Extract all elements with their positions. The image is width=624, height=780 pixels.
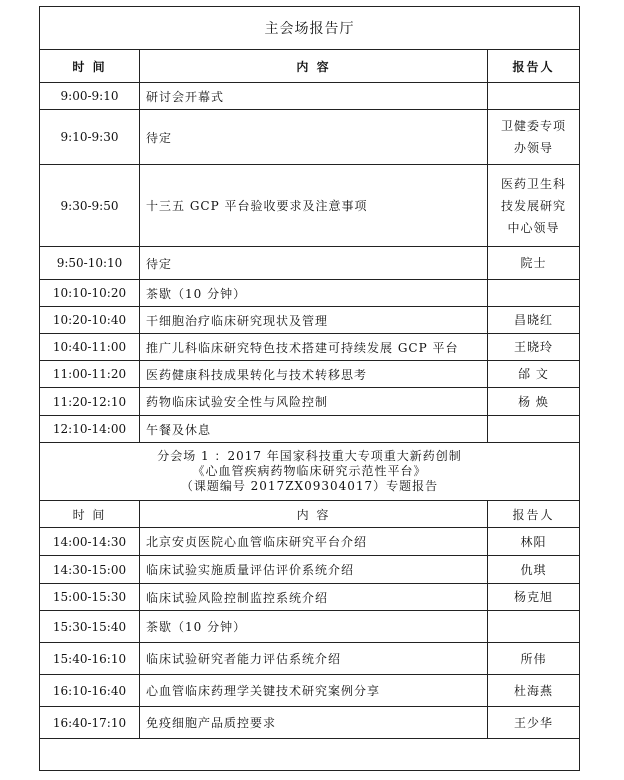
header-content: 内 容	[140, 501, 488, 528]
row-time: 16:10-16:40	[40, 675, 140, 707]
row-speaker	[488, 416, 580, 443]
header-time: 时 间	[40, 501, 140, 528]
row-time: 14:30-15:00	[40, 556, 140, 584]
row-speaker: 杜海燕	[488, 675, 580, 707]
sub-venue-title-row	[40, 443, 580, 501]
row-time: 10:40-11:00	[40, 334, 140, 361]
sub-title-line-3: （课题编号 2017ZX09304017）专题报告	[180, 479, 439, 493]
table-row	[40, 675, 580, 707]
row-content: 十三五 GCP 平台验收要求及注意事项	[140, 165, 488, 247]
row-speaker: 邰 文	[488, 361, 580, 388]
row-time: 10:20-10:40	[40, 307, 140, 334]
row-time: 11:00-11:20	[40, 361, 140, 388]
table-row	[40, 165, 580, 247]
row-speaker: 仇琪	[488, 556, 580, 584]
row-speaker: 林阳	[488, 528, 580, 556]
row-time: 15:30-15:40	[40, 611, 140, 643]
row-speaker	[488, 280, 580, 307]
table-row	[40, 643, 580, 675]
row-time: 15:00-15:30	[40, 584, 140, 611]
row-content: 茶歇（10 分钟）	[140, 611, 488, 643]
main-hall-title-row	[40, 7, 580, 50]
table-row	[40, 388, 580, 416]
row-speaker	[488, 83, 580, 110]
header-content: 内 容	[140, 50, 488, 83]
sub-title-line-1: 分会场 1 ：2017 年国家科技重大专项重大新药创制	[157, 449, 462, 463]
row-speaker: 院士	[488, 247, 580, 280]
row-speaker: 昌晓红	[488, 307, 580, 334]
table-row	[40, 361, 580, 388]
row-content: 免疫细胞产品质控要求	[140, 707, 488, 739]
table-row	[40, 528, 580, 556]
table-row	[40, 416, 580, 443]
row-speaker: 王晓玲	[488, 334, 580, 361]
row-speaker: 卫健委专项办领导	[488, 110, 580, 165]
row-time: 9:50-10:10	[40, 247, 140, 280]
row-content: 茶歇（10 分钟）	[140, 280, 488, 307]
empty-row	[40, 739, 580, 771]
row-speaker: 王少华	[488, 707, 580, 739]
row-time: 15:40-16:10	[40, 643, 140, 675]
table-row	[40, 83, 580, 110]
header-speaker: 报告人	[488, 501, 580, 528]
row-content: 临床试验研究者能力评估系统介绍	[140, 643, 488, 675]
table-row	[40, 280, 580, 307]
row-speaker: 所伟	[488, 643, 580, 675]
row-speaker	[488, 611, 580, 643]
table-row	[40, 307, 580, 334]
table-row	[40, 556, 580, 584]
row-content: 北京安贞医院心血管临床研究平台介绍	[140, 528, 488, 556]
table-row	[40, 584, 580, 611]
row-content: 研讨会开幕式	[140, 83, 488, 110]
sub-venue-title	[40, 443, 580, 501]
main-hall-title: 主会场报告厅	[40, 7, 580, 50]
table-row	[40, 247, 580, 280]
table-row	[40, 707, 580, 739]
row-speaker: 医药卫生科技发展研究中心领导	[488, 165, 580, 247]
row-time: 10:10-10:20	[40, 280, 140, 307]
row-content: 待定	[140, 247, 488, 280]
row-content: 干细胞治疗临床研究现状及管理	[140, 307, 488, 334]
table-row	[40, 334, 580, 361]
empty-cell	[40, 739, 580, 771]
row-time: 16:40-17:10	[40, 707, 140, 739]
row-content: 心血管临床药理学关键技术研究案例分享	[140, 675, 488, 707]
sub-header-row	[40, 501, 580, 528]
row-content: 推广儿科临床研究特色技术搭建可持续发展 GCP 平台	[140, 334, 488, 361]
sub-title-line-2: 《心血管疾病药物临床研究示范性平台》	[192, 464, 427, 478]
table-row	[40, 611, 580, 643]
row-time: 9:10-9:30	[40, 110, 140, 165]
table-row	[40, 110, 580, 165]
row-content: 临床试验实施质量评估评价系统介绍	[140, 556, 488, 584]
row-time: 14:00-14:30	[40, 528, 140, 556]
row-content: 医药健康科技成果转化与技术转移思考	[140, 361, 488, 388]
row-content: 药物临床试验安全性与风险控制	[140, 388, 488, 416]
row-time: 12:10-14:00	[40, 416, 140, 443]
schedule-table	[39, 6, 580, 771]
main-header-row	[40, 50, 580, 83]
header-time: 时 间	[40, 50, 140, 83]
row-content: 临床试验风险控制监控系统介绍	[140, 584, 488, 611]
row-speaker: 杨克旭	[488, 584, 580, 611]
row-content: 午餐及休息	[140, 416, 488, 443]
row-time: 11:20-12:10	[40, 388, 140, 416]
row-time: 9:30-9:50	[40, 165, 140, 247]
row-content: 待定	[140, 110, 488, 165]
row-time: 9:00-9:10	[40, 83, 140, 110]
row-speaker: 杨 焕	[488, 388, 580, 416]
header-speaker: 报告人	[488, 50, 580, 83]
